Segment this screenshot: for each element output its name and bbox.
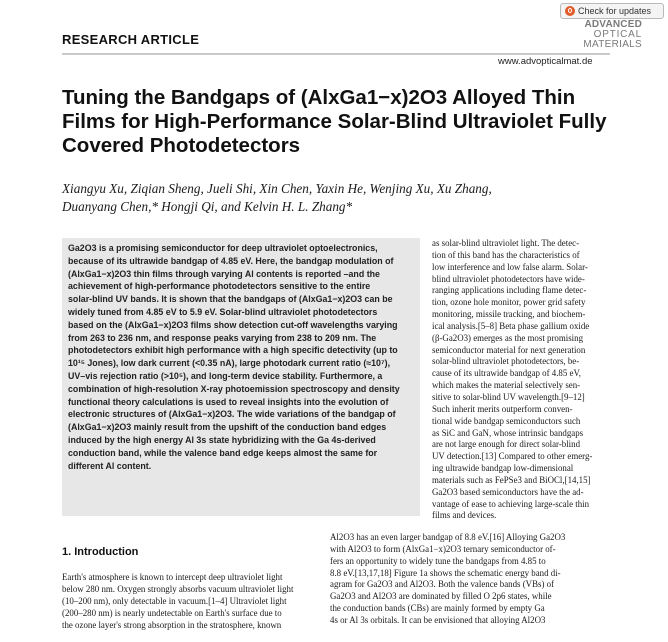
body-line: cause of its ultrawide bandgap of 4.85 eV, <box>432 368 581 379</box>
body-line: with Al2O3 to form (AlxGa1−x)2O3 ternary semiconductor of- <box>330 543 556 554</box>
abstract-line: Ga2O3 is a promising semiconductor for deep ultraviolet optoelectronics, <box>68 243 378 253</box>
abstract-line: 10¹⁵ Jones), low dark current (<0.35 nA), large photodark current ratio (≈10⁷), <box>68 358 391 369</box>
body-line: tion, ozone hole monitor, power grid safety <box>432 297 586 308</box>
authors-line-2: Duanyang Chen,* Hongji Qi, and Kelvin H. L. Zhang* <box>62 199 353 214</box>
body-line: 8.8 eV.[13,17,18] Figure 1a shows the schematic energy band di- <box>330 567 561 578</box>
journal-url: www.advopticalmat.de <box>498 56 593 67</box>
abstract-line: different Al content. <box>68 460 152 471</box>
section-label: RESEARCH ARTICLE <box>62 32 200 47</box>
check-for-updates-button[interactable] <box>560 3 664 19</box>
body-line: sitive to solar-blind UV wavelength.[9–12] <box>432 391 585 402</box>
body-line: the ozone layer's strong absorption in the stratosphere, known <box>62 619 282 630</box>
body-line: Earth's atmosphere is known to intercept deep ultraviolet light <box>62 572 283 582</box>
body-line: tional wide bandgap semiconductors such <box>432 415 581 426</box>
abstract-line: based on the (AlxGa1−x)2O3 films show detection cut-off wavelengths varying <box>68 319 398 330</box>
journal-logo-line-1: ADVANCED <box>584 19 642 30</box>
body-line: monitoring, missile tracking, and biochem- <box>432 309 586 320</box>
abstract-line: achievement of high-performance photodetectors sensitive to the entire <box>68 281 371 292</box>
body-line: ranging applications including flame detec- <box>432 285 587 296</box>
body-line: Al2O3 has an even larger bandgap of 8.8 eV.[16] Alloying Ga2O3 <box>330 532 566 542</box>
body-line: Ga2O3 based semiconductors have the ad- <box>432 486 584 497</box>
body-line: Such inherit merits outperform conven- <box>432 403 573 414</box>
body-line: materials such as FePSe3 and BiOCl,[14,15] <box>432 474 591 485</box>
body-text-right-column <box>432 238 610 522</box>
abstract-line: because of its ultrawide bandgap of 4.85 eV. Here, the bandgap modulation of <box>68 255 394 266</box>
journal-logo-line-2: OPTICAL <box>593 29 642 40</box>
introduction-text <box>62 572 330 632</box>
body-line: blind ultraviolet photodetectors have wide- <box>432 273 585 284</box>
abstract-line: photodetectors exhibit high performance with a high specific detectivity (up to <box>68 345 398 356</box>
body-line: are not large enough for direct solar-blind <box>432 439 581 450</box>
body-line: solar-blind ultraviolet photodetectors, be- <box>432 356 580 367</box>
body-line: agram for Ga2O3 and Al2O3. Both the valence bands (VBs) of <box>330 579 555 590</box>
body-line: the conduction bands (CBs) are mainly formed by empty Ga <box>330 603 545 614</box>
abstract-line: conduction band, while the valence band edge keeps almost the same for <box>68 447 378 458</box>
body-text-lower-right <box>330 532 610 627</box>
abstract <box>62 242 420 472</box>
body-line: ing ultrawide bandgap low-dimensional <box>432 463 574 474</box>
abstract-line: widely tuned from 4.85 eV to 5.9 eV. Solar-blind ultraviolet photodetectors <box>68 306 378 317</box>
abstract-line: (AlxGa1−x)2O3 thin films through varying Al contents is reported –and the <box>68 268 380 279</box>
body-line: which makes the material selectively sen- <box>432 380 581 391</box>
authors-line-1: Xiangyu Xu, Ziqian Sheng, Jueli Shi, Xin Chen, Yaxin He, Wenjing Xu, Xu Zhang, <box>62 181 492 196</box>
author-list <box>62 180 622 216</box>
abstract-line: electronic structures of (AlxGa1−x)2O3. The wide variations of the bandgap of <box>68 409 396 420</box>
abstract-line: (AlxGa1−x)2O3 mainly result from the upshift of the conduction band edges <box>68 422 387 433</box>
journal-logo-line-3: MATERIALS <box>583 39 642 50</box>
journal-logo <box>538 20 642 50</box>
body-line: (200–280 nm) is nearly undetectable on Earth's surface due to <box>62 607 282 618</box>
abstract-line: solar-blind UV bands. It is shown that the bandgaps of (AlxGa1−x)2O3 can be <box>68 294 393 305</box>
abstract-line: UV–vis rejection ratio (>10⁵), and long-term device stability. Furthermore, a <box>68 370 383 381</box>
body-line: low interference and low false alarm. Solar- <box>432 261 588 272</box>
check-for-updates-label: Check for updates <box>578 6 652 16</box>
body-line: below 280 nm. Oxygen strongly absorbs vacuum ultraviolet light <box>62 583 294 594</box>
update-icon <box>565 6 575 16</box>
abstract-line: functional theory calculations is used to reveal insights into the evolution of <box>68 396 389 407</box>
body-line: as solar-blind ultraviolet light. The detec- <box>432 238 580 248</box>
body-line: (10–200 nm), only detectable in vacuum.[1–4] Ultraviolet light <box>62 595 287 606</box>
abstract-line: from 263 to 236 nm, and response peaks varying from 238 to 209 nm. The <box>68 332 377 343</box>
body-line: Ga2O3 and Al2O3 are dominated by filled O 2p6 states, while <box>330 591 552 602</box>
body-line: 4s or Al 3s orbitals. It can be envisioned that alloying Al2O3 <box>330 614 546 625</box>
body-line: ical analysis.[5–8] Beta phase gallium oxide <box>432 320 590 331</box>
body-line: fers an opportunity to widely tune the bandgaps from 4.85 to <box>330 555 546 566</box>
body-line: vantage of ease to achieving large-scale thin <box>432 498 590 509</box>
introduction-heading: 1. Introduction <box>62 546 139 558</box>
body-line: as SiC and GaN, whose intrinsic bandgaps <box>432 427 584 438</box>
body-line: tion of this band has the characteristics of <box>432 249 580 260</box>
paper-title: Tuning the Bandgaps of (AlxGa1−x)2O3 Alloyed Thin Films for High-Performance Solar-Blind Ultraviolet Fully Covered Photodetectors <box>62 86 607 157</box>
body-line: films and devices. <box>432 510 497 521</box>
abstract-line: induced by the high energy Al 3s state hybridizing with the Ga 4s-derived <box>68 434 376 445</box>
body-line: semiconductor material for next generation <box>432 344 586 355</box>
abstract-line: combination of high-resolution X-ray photoemission spectroscopy and density <box>68 383 400 394</box>
body-line: UV detection.[13] Compared to other emerg- <box>432 451 593 462</box>
header-divider <box>62 53 610 55</box>
body-line: (β-Ga2O3) emerges as the most promising <box>432 332 584 343</box>
